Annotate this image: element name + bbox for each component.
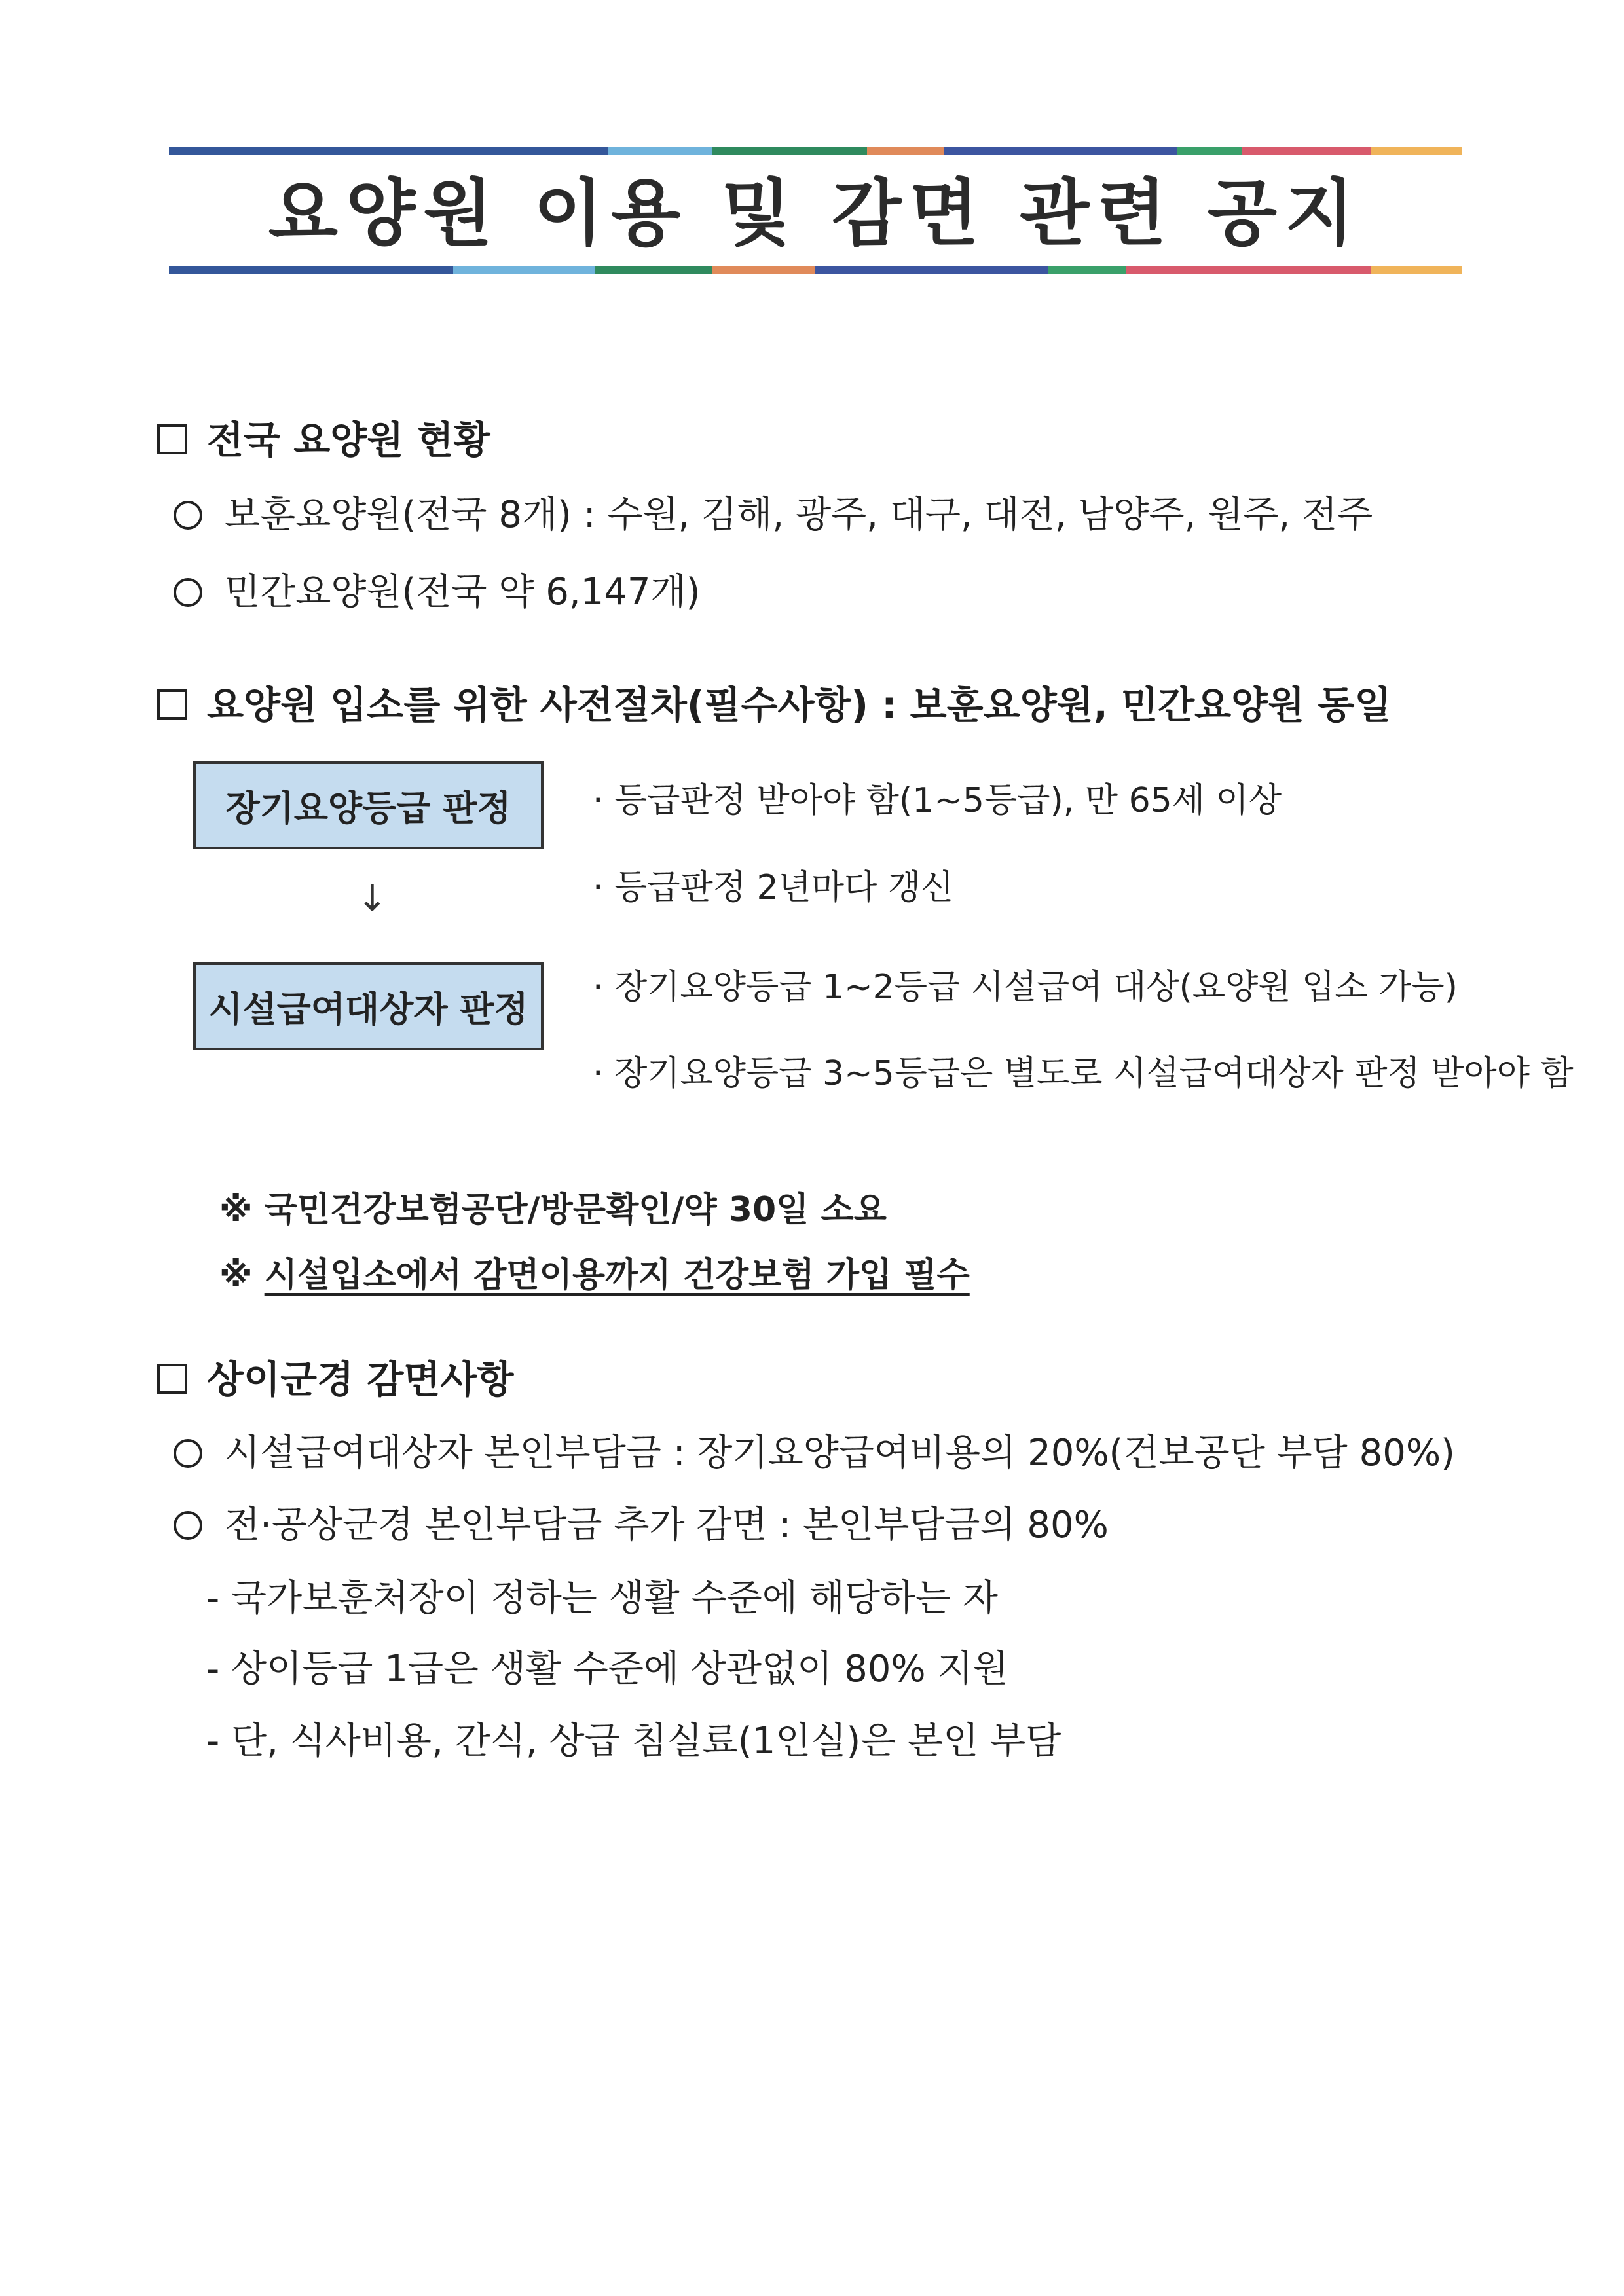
sub-list-item: - 단, 식사비용, 간식, 상급 침실료(1인실)은 본인 부담 xyxy=(206,1720,1061,1762)
title-bottom-stripe xyxy=(169,266,1462,274)
checkbox-square-icon xyxy=(157,1364,187,1394)
step-note: · 등급판정 받아야 함(1~5등급), 만 65세 이상 xyxy=(593,781,1282,820)
sub-list-item: - 상이등급 1급은 생활 수준에 상관없이 80% 지원 xyxy=(206,1648,1008,1690)
step-box-facility-eligibility: 시설급여대상자 판정 xyxy=(193,962,544,1050)
list-item: 시설급여대상자 본인부담금 : 장기요양급여비용의 20%(건보공단 부담 80%) xyxy=(174,1424,1455,1476)
section-heading-nursing-status: 전국 요양원 현황 xyxy=(157,409,490,464)
down-arrow-icon: ↓ xyxy=(357,877,388,920)
circle-bullet-icon xyxy=(174,501,202,530)
list-item: 민간요양원(전국 약 6,147개) xyxy=(174,563,700,615)
circle-bullet-icon xyxy=(174,1439,202,1468)
step-note: · 장기요양등급 1~2등급 시설급여 대상(요양원 입소 가능) xyxy=(593,968,1458,1007)
list-item: 보훈요양원(전국 8개) : 수원, 김해, 광주, 대구, 대전, 남양주, 원주, 전주 xyxy=(174,486,1373,538)
circle-bullet-icon xyxy=(174,1511,202,1540)
step-note: · 장기요양등급 3~5등급은 별도로 시설급여대상자 판정 받아야 함 xyxy=(593,1054,1574,1093)
checkbox-square-icon xyxy=(157,689,187,720)
checkbox-square-icon xyxy=(157,424,187,454)
sub-list-item: - 국가보훈처장이 정하는 생활 수준에 해당하는 자 xyxy=(206,1577,998,1620)
note-nhis-visit: ※ 국민건강보험공단/방문확인/약 30일 소요 xyxy=(219,1190,887,1230)
note-insurance-required: ※ 시설입소에서 감면이용까지 건강보험 가입 필수 xyxy=(219,1256,970,1295)
step-box-grade-assessment: 장기요양등급 판정 xyxy=(193,761,544,849)
section-heading-admission-procedure: 요양원 입소를 위한 사전절차(필수사항) : 보훈요양원, 민간요양원 동일 xyxy=(157,674,1391,729)
title-top-stripe xyxy=(169,147,1462,155)
circle-bullet-icon xyxy=(174,578,202,607)
page-title: 요양원 이용 및 감면 관련 공지 xyxy=(268,172,1363,255)
section-heading-veteran-discount: 상이군경 감면사항 xyxy=(157,1349,513,1404)
step-note: · 등급판정 2년마다 갱신 xyxy=(593,868,954,907)
list-item: 전·공상군경 본인부담금 추가 감면 : 본인부담금의 80% xyxy=(174,1496,1109,1548)
